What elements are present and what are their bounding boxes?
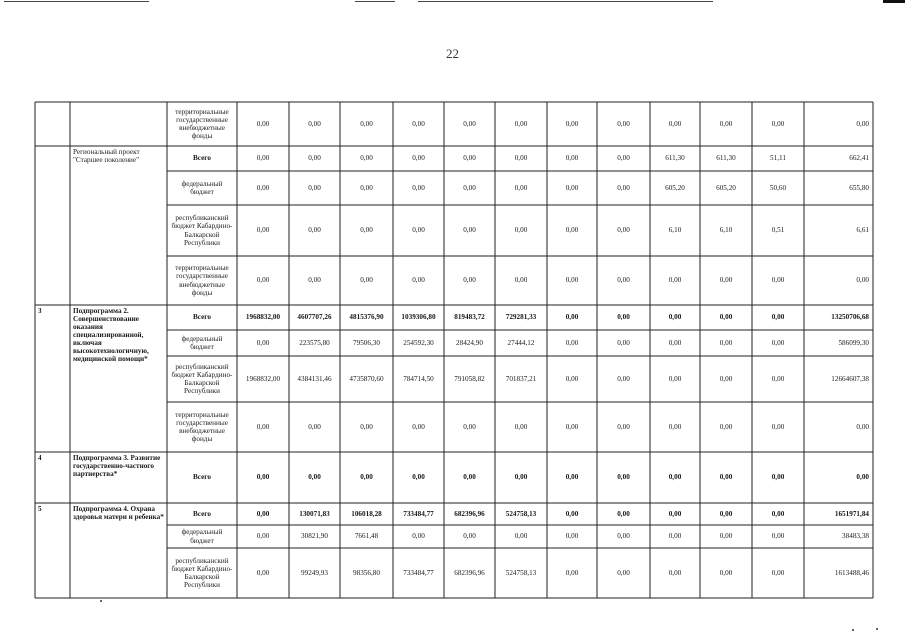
- amount-cell: 0,00: [668, 313, 682, 322]
- amount-cell: 0,00: [412, 532, 425, 541]
- amount-cell: 0,00: [668, 374, 682, 383]
- amount-cell: 0,00: [463, 183, 476, 192]
- amount-cell: 0,00: [771, 313, 785, 322]
- amount-cell: 819483,72: [454, 313, 485, 322]
- amount-cell: 0,00: [771, 374, 785, 383]
- amount-cell: 0,00: [360, 226, 373, 235]
- amount-cell: 1613488,46: [834, 568, 869, 577]
- amount-cell: 0,00: [668, 338, 682, 347]
- amount-cell: 79506,30: [353, 338, 380, 347]
- amount-cell: 1968832,00: [245, 313, 281, 322]
- amount-cell: 50,60: [769, 183, 787, 192]
- row-number: 5: [38, 505, 42, 513]
- amount-cell: 0,00: [308, 226, 321, 235]
- amount-cell: 0,00: [308, 119, 321, 128]
- amount-cell: 0,00: [668, 509, 682, 518]
- amount-cell: 791058,82: [454, 374, 485, 383]
- row-number: 4: [38, 454, 42, 462]
- funding-source: Всего: [193, 509, 211, 518]
- funding-source: территориальные государственные внебюджетные фонды: [175, 410, 229, 444]
- amount-cell: 13250706,68: [831, 313, 869, 322]
- amount-cell: 0,00: [256, 338, 270, 347]
- amount-cell: 0,00: [771, 532, 785, 541]
- amount-cell: 0,00: [617, 568, 630, 577]
- amount-cell: 0,00: [308, 154, 321, 163]
- amount-cell: 0,00: [565, 119, 579, 128]
- amount-cell: 524758,13: [505, 509, 537, 518]
- amount-cell: 0,00: [719, 422, 733, 431]
- amount-cell: 0,00: [565, 313, 579, 322]
- amount-cell: 28424,90: [456, 338, 483, 347]
- amount-cell: 0,00: [719, 276, 733, 285]
- amount-cell: 223575,80: [299, 338, 330, 347]
- amount-cell: 605,20: [716, 183, 736, 192]
- amount-cell: 0,00: [719, 374, 733, 383]
- amount-cell: 0,00: [256, 154, 270, 163]
- amount-cell: 0,00: [771, 338, 785, 347]
- amount-cell: 27444,12: [507, 338, 535, 347]
- funding-source: территориальные государственные внебюджетные фонды: [175, 107, 229, 141]
- amount-cell: 0,00: [668, 568, 682, 577]
- amount-cell: 0,00: [565, 509, 579, 518]
- amount-cell: 0,00: [565, 154, 579, 163]
- amount-cell: 0,00: [565, 226, 579, 235]
- amount-cell: 30821,90: [301, 532, 328, 541]
- amount-cell: 0,00: [514, 226, 528, 235]
- amount-cell: 0,00: [308, 276, 321, 285]
- amount-cell: 0,00: [256, 473, 270, 482]
- amount-cell: 0,00: [308, 422, 321, 431]
- amount-cell: 0,00: [617, 183, 630, 192]
- amount-cell: 0,00: [412, 276, 425, 285]
- amount-cell: 0,00: [256, 532, 270, 541]
- amount-cell: 0,00: [617, 226, 630, 235]
- amount-cell: 0,00: [771, 509, 785, 518]
- amount-cell: 0,00: [256, 119, 270, 128]
- amount-cell: 0,00: [719, 338, 733, 347]
- amount-cell: 0,00: [856, 422, 869, 431]
- amount-cell: 662,41: [849, 154, 869, 163]
- amount-cell: 0,00: [360, 183, 373, 192]
- top-rule-center: [355, 1, 395, 2]
- amount-cell: 0,00: [565, 568, 579, 577]
- amount-cell: 682396,96: [454, 509, 485, 518]
- amount-cell: 0,00: [565, 276, 579, 285]
- amount-cell: 0,00: [617, 154, 630, 163]
- amount-cell: 6,61: [856, 226, 869, 235]
- amount-cell: 4815376,90: [349, 313, 384, 322]
- amount-cell: 0,00: [668, 532, 682, 541]
- funding-source: республиканский бюджет Кабардино-Балкарской Республики: [171, 214, 233, 247]
- amount-cell: 733484,77: [403, 568, 434, 577]
- amount-cell: 0,00: [360, 422, 373, 431]
- amount-cell: 12664607,38: [831, 374, 869, 383]
- amount-cell: 0,00: [308, 183, 321, 192]
- amount-cell: 4735870,60: [349, 374, 384, 383]
- amount-cell: 38483,38: [842, 532, 869, 541]
- amount-cell: 0,00: [771, 422, 785, 431]
- amount-cell: 0,00: [463, 226, 476, 235]
- amount-cell: 130071,83: [299, 509, 330, 518]
- amount-cell: 0,00: [668, 119, 682, 128]
- amount-cell: 0,00: [668, 422, 682, 431]
- scan-dot-right-2: [876, 628, 878, 630]
- amount-cell: 0,00: [617, 374, 630, 383]
- amount-cell: 605,20: [665, 183, 685, 192]
- funding-source: Всего: [193, 154, 211, 163]
- amount-cell: 0,00: [463, 473, 476, 482]
- amount-cell: 0,00: [856, 119, 869, 128]
- amount-cell: 0,00: [514, 532, 528, 541]
- amount-cell: 0,00: [463, 532, 476, 541]
- amount-cell: 4384131,46: [297, 374, 332, 383]
- amount-cell: 0,00: [360, 119, 373, 128]
- amount-cell: 0,00: [719, 568, 733, 577]
- amount-cell: 0,00: [617, 338, 630, 347]
- amount-cell: 0,00: [256, 422, 270, 431]
- amount-cell: 0,00: [463, 119, 476, 128]
- program-name: Подпрограмма 4. Охрана здоровья матери и ребенка*: [73, 505, 164, 522]
- amount-cell: 729281,33: [505, 313, 537, 322]
- amount-cell: 4607707,26: [297, 313, 332, 322]
- amount-cell: 0,00: [856, 276, 869, 285]
- amount-cell: 0,00: [256, 226, 270, 235]
- amount-cell: 586099,30: [838, 338, 869, 347]
- amount-cell: 0,00: [771, 473, 785, 482]
- amount-cell: 655,80: [849, 183, 869, 192]
- amount-cell: 0,00: [256, 568, 270, 577]
- amount-cell: 0,00: [565, 374, 579, 383]
- amount-cell: 0,00: [617, 509, 630, 518]
- amount-cell: 0,00: [617, 473, 630, 482]
- amount-cell: 611,30: [665, 154, 685, 163]
- amount-cell: 0,00: [565, 183, 579, 192]
- amount-cell: 6,10: [668, 226, 682, 235]
- amount-cell: 0,00: [360, 154, 373, 163]
- amount-cell: 0,00: [412, 154, 425, 163]
- amount-cell: 0,00: [719, 313, 733, 322]
- amount-cell: 0,00: [771, 119, 785, 128]
- amount-cell: 0,00: [514, 154, 528, 163]
- funding-source: Всего: [193, 473, 211, 482]
- scan-dot-right-1: [852, 629, 854, 631]
- amount-cell: 0,00: [412, 119, 425, 128]
- amount-cell: 0,00: [308, 473, 321, 482]
- amount-cell: 1039306,80: [401, 313, 436, 322]
- amount-cell: 0,00: [514, 183, 528, 192]
- program-name: Подпрограмма 3. Развитие государственно-частного партнерства*: [73, 454, 161, 479]
- amount-cell: 0,00: [360, 473, 373, 482]
- amount-cell: 254592,30: [403, 338, 434, 347]
- amount-cell: 0,00: [856, 473, 869, 482]
- amount-cell: 0,00: [719, 119, 733, 128]
- amount-cell: 0,00: [617, 119, 630, 128]
- row-number: 3: [38, 307, 42, 315]
- amount-cell: 0,00: [463, 154, 476, 163]
- funding-source: республиканский бюджет Кабардино-Балкарской Республики: [171, 556, 233, 590]
- amount-cell: 0,00: [256, 276, 270, 285]
- amount-cell: 51,11: [770, 154, 786, 163]
- funding-source: Всего: [193, 313, 211, 322]
- funding-source: федеральный бюджет: [181, 179, 223, 196]
- amount-cell: 1651971,84: [834, 509, 869, 518]
- amount-cell: 0,00: [668, 473, 682, 482]
- amount-cell: 0,00: [617, 313, 630, 322]
- amount-cell: 0,00: [412, 473, 425, 482]
- amount-cell: 784714,50: [403, 374, 434, 383]
- amount-cell: 0,00: [412, 422, 425, 431]
- amount-cell: 0,00: [617, 276, 630, 285]
- amount-cell: 0,00: [771, 276, 785, 285]
- amount-cell: 0,00: [719, 532, 733, 541]
- amount-cell: 0,00: [565, 338, 579, 347]
- amount-cell: 0,00: [412, 183, 425, 192]
- funding-source: республиканский бюджет Кабардино-Балкарской Республики: [171, 362, 233, 396]
- amount-cell: 0,00: [514, 473, 528, 482]
- amount-cell: 0,00: [565, 532, 579, 541]
- amount-cell: 6,10: [719, 226, 733, 235]
- amount-cell: 611,30: [716, 154, 736, 163]
- amount-cell: 524758,13: [505, 568, 537, 577]
- amount-cell: 0,00: [617, 422, 630, 431]
- amount-cell: 7661,48: [354, 532, 379, 541]
- funding-source: территориальные государственные внебюджетные фонды: [175, 264, 229, 297]
- amount-cell: 0,00: [668, 276, 682, 285]
- amount-cell: 0,00: [719, 473, 733, 482]
- corner-mark: [883, 0, 905, 3]
- amount-cell: 0,00: [514, 119, 528, 128]
- amount-cell: 0,00: [771, 568, 785, 577]
- amount-cell: 733484,77: [403, 509, 434, 518]
- amount-cell: 0,00: [256, 183, 270, 192]
- amount-cell: 0,00: [719, 509, 733, 518]
- funding-source: федеральный бюджет: [181, 528, 223, 545]
- amount-cell: 0,00: [514, 422, 528, 431]
- amount-cell: 99249,93: [301, 568, 328, 577]
- amount-cell: 106018,28: [351, 509, 382, 518]
- funding-source: федеральный бюджет: [181, 334, 223, 351]
- amount-cell: 0,00: [360, 276, 373, 285]
- amount-cell: 0,00: [463, 422, 476, 431]
- program-name: Подпрограмма 2. Совершенствование оказания специализированной, включая высокотехнологичную, медицинской помощи*: [73, 307, 149, 364]
- amount-cell: 0,00: [617, 532, 630, 541]
- amount-cell: 682396,96: [454, 568, 485, 577]
- amount-cell: 0,51: [771, 226, 785, 235]
- top-rule-left: [4, 1, 149, 2]
- top-rule-right: [418, 1, 713, 2]
- amount-cell: 98356,80: [353, 568, 380, 577]
- amount-cell: 0,00: [565, 422, 579, 431]
- scan-dot-left: [100, 600, 102, 602]
- amount-cell: 1968832,00: [245, 374, 281, 383]
- page-number: 22: [446, 46, 459, 61]
- amount-cell: 0,00: [565, 473, 579, 482]
- amount-cell: 0,00: [463, 276, 476, 285]
- amount-cell: 0,00: [412, 226, 425, 235]
- amount-cell: 701837,21: [505, 374, 537, 383]
- amount-cell: 0,00: [514, 276, 528, 285]
- program-name: Региональный проект "Старшее поколение": [73, 148, 140, 165]
- amount-cell: 0,00: [256, 509, 270, 518]
